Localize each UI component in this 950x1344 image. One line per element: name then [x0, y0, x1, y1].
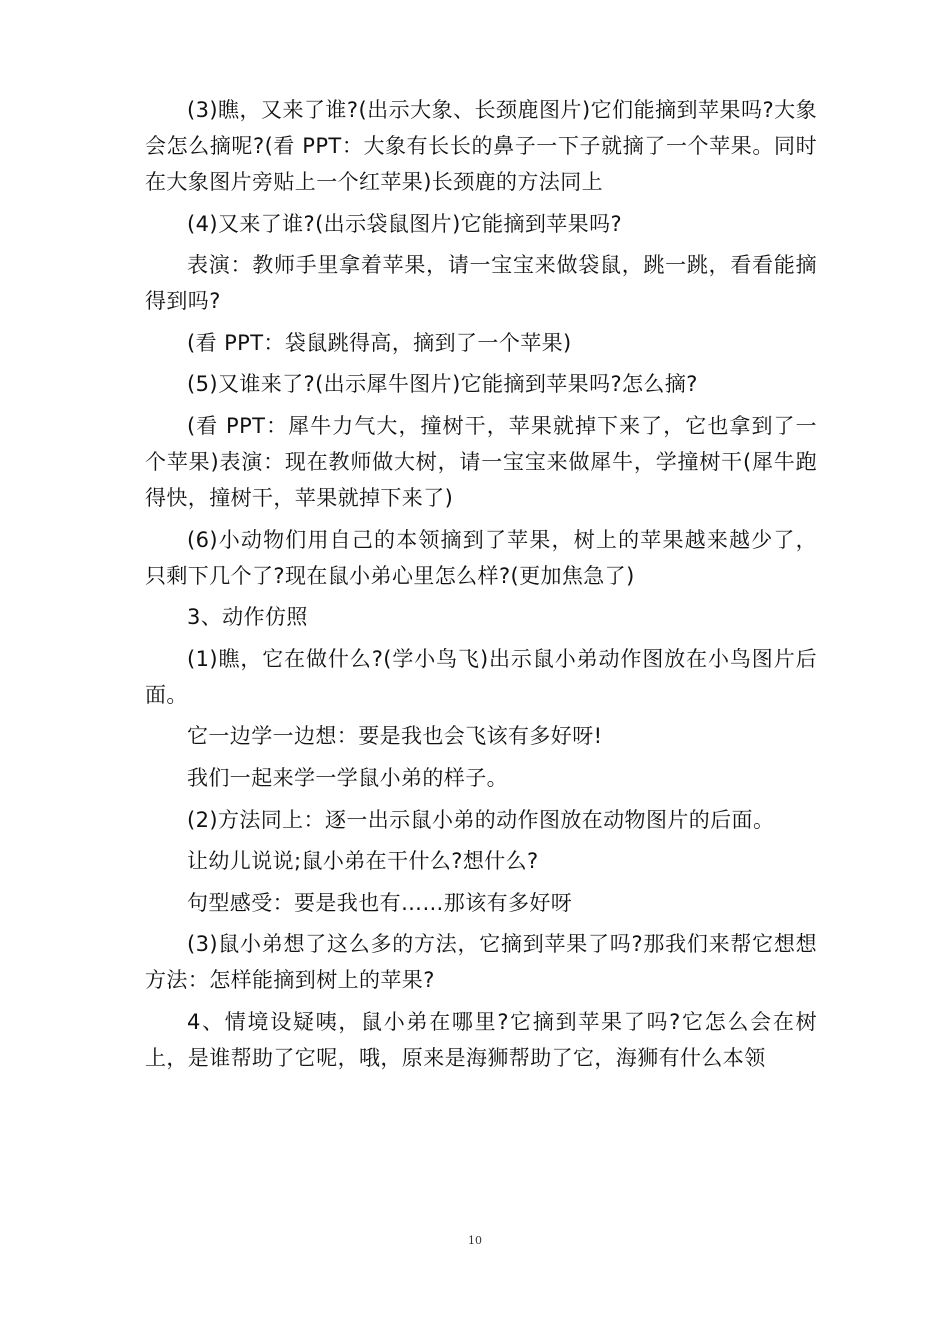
- page-number: 10: [468, 1234, 482, 1247]
- paragraph: (3)瞧，又来了谁?(出示大象、长颈鹿图片)它们能摘到苹果吗?大象会怎么摘呢?(看 PPT：大象有长长的鼻子一下子就摘了一个苹果。同时在大象图片旁贴上一个红苹果)长颈鹿的方法同上: [145, 98, 817, 194]
- paragraph: 它一边学一边想：要是我也会飞该有多好呀!: [187, 724, 603, 749]
- paragraph: (6)小动物们用自己的本领摘到了苹果，树上的苹果越来越少了，只剩下几个了?现在鼠小弟心里怎么样?(更加焦急了): [145, 527, 817, 588]
- paragraph: 我们一起来学一学鼠小弟的样子。: [187, 765, 508, 790]
- section-heading: 4、情境设疑咦，鼠小弟在哪里?它摘到苹果了吗?它怎么会在树上，是谁帮助了它呢，哦，原来是海狮帮助了它，海狮有什么本领: [145, 1009, 817, 1070]
- paragraph: 让幼儿说说;鼠小弟在干什么?想什么?: [187, 849, 539, 874]
- section-heading: 3、动作仿照: [187, 605, 308, 630]
- paragraph: (2)方法同上：逐一出示鼠小弟的动作图放在动物图片的后面。: [187, 807, 775, 832]
- paragraph: 表演：教师手里拿着苹果，请一宝宝来做袋鼠，跳一跳，看看能摘得到吗?: [145, 253, 817, 314]
- paragraph: (看 PPT：犀牛力气大，撞树干，苹果就掉下来了，它也拿到了一个苹果)表演：现在教师做大树，请一宝宝来做犀牛，学撞树干(犀牛跑得快，撞树干，苹果就掉下来了): [145, 413, 817, 510]
- paragraph: (3)鼠小弟想了这么多的方法，它摘到苹果了吗?那我们来帮它想想方法：怎样能摘到树上的苹果?: [145, 932, 817, 993]
- paragraph: (看 PPT：袋鼠跳得高，摘到了一个苹果): [187, 330, 572, 355]
- paragraph: 句型感受：要是我也有……那该有多好呀: [187, 890, 573, 915]
- document-body: [145, 92, 817, 1082]
- paragraph: (5)又谁来了?(出示犀牛图片)它能摘到苹果吗?怎么摘?: [187, 372, 698, 397]
- paragraph: (1)瞧，它在做什么?(学小鸟飞)出示鼠小弟动作图放在小鸟图片后面。: [145, 646, 817, 707]
- paragraph: (4)又来了谁?(出示袋鼠图片)它能摘到苹果吗?: [187, 211, 623, 236]
